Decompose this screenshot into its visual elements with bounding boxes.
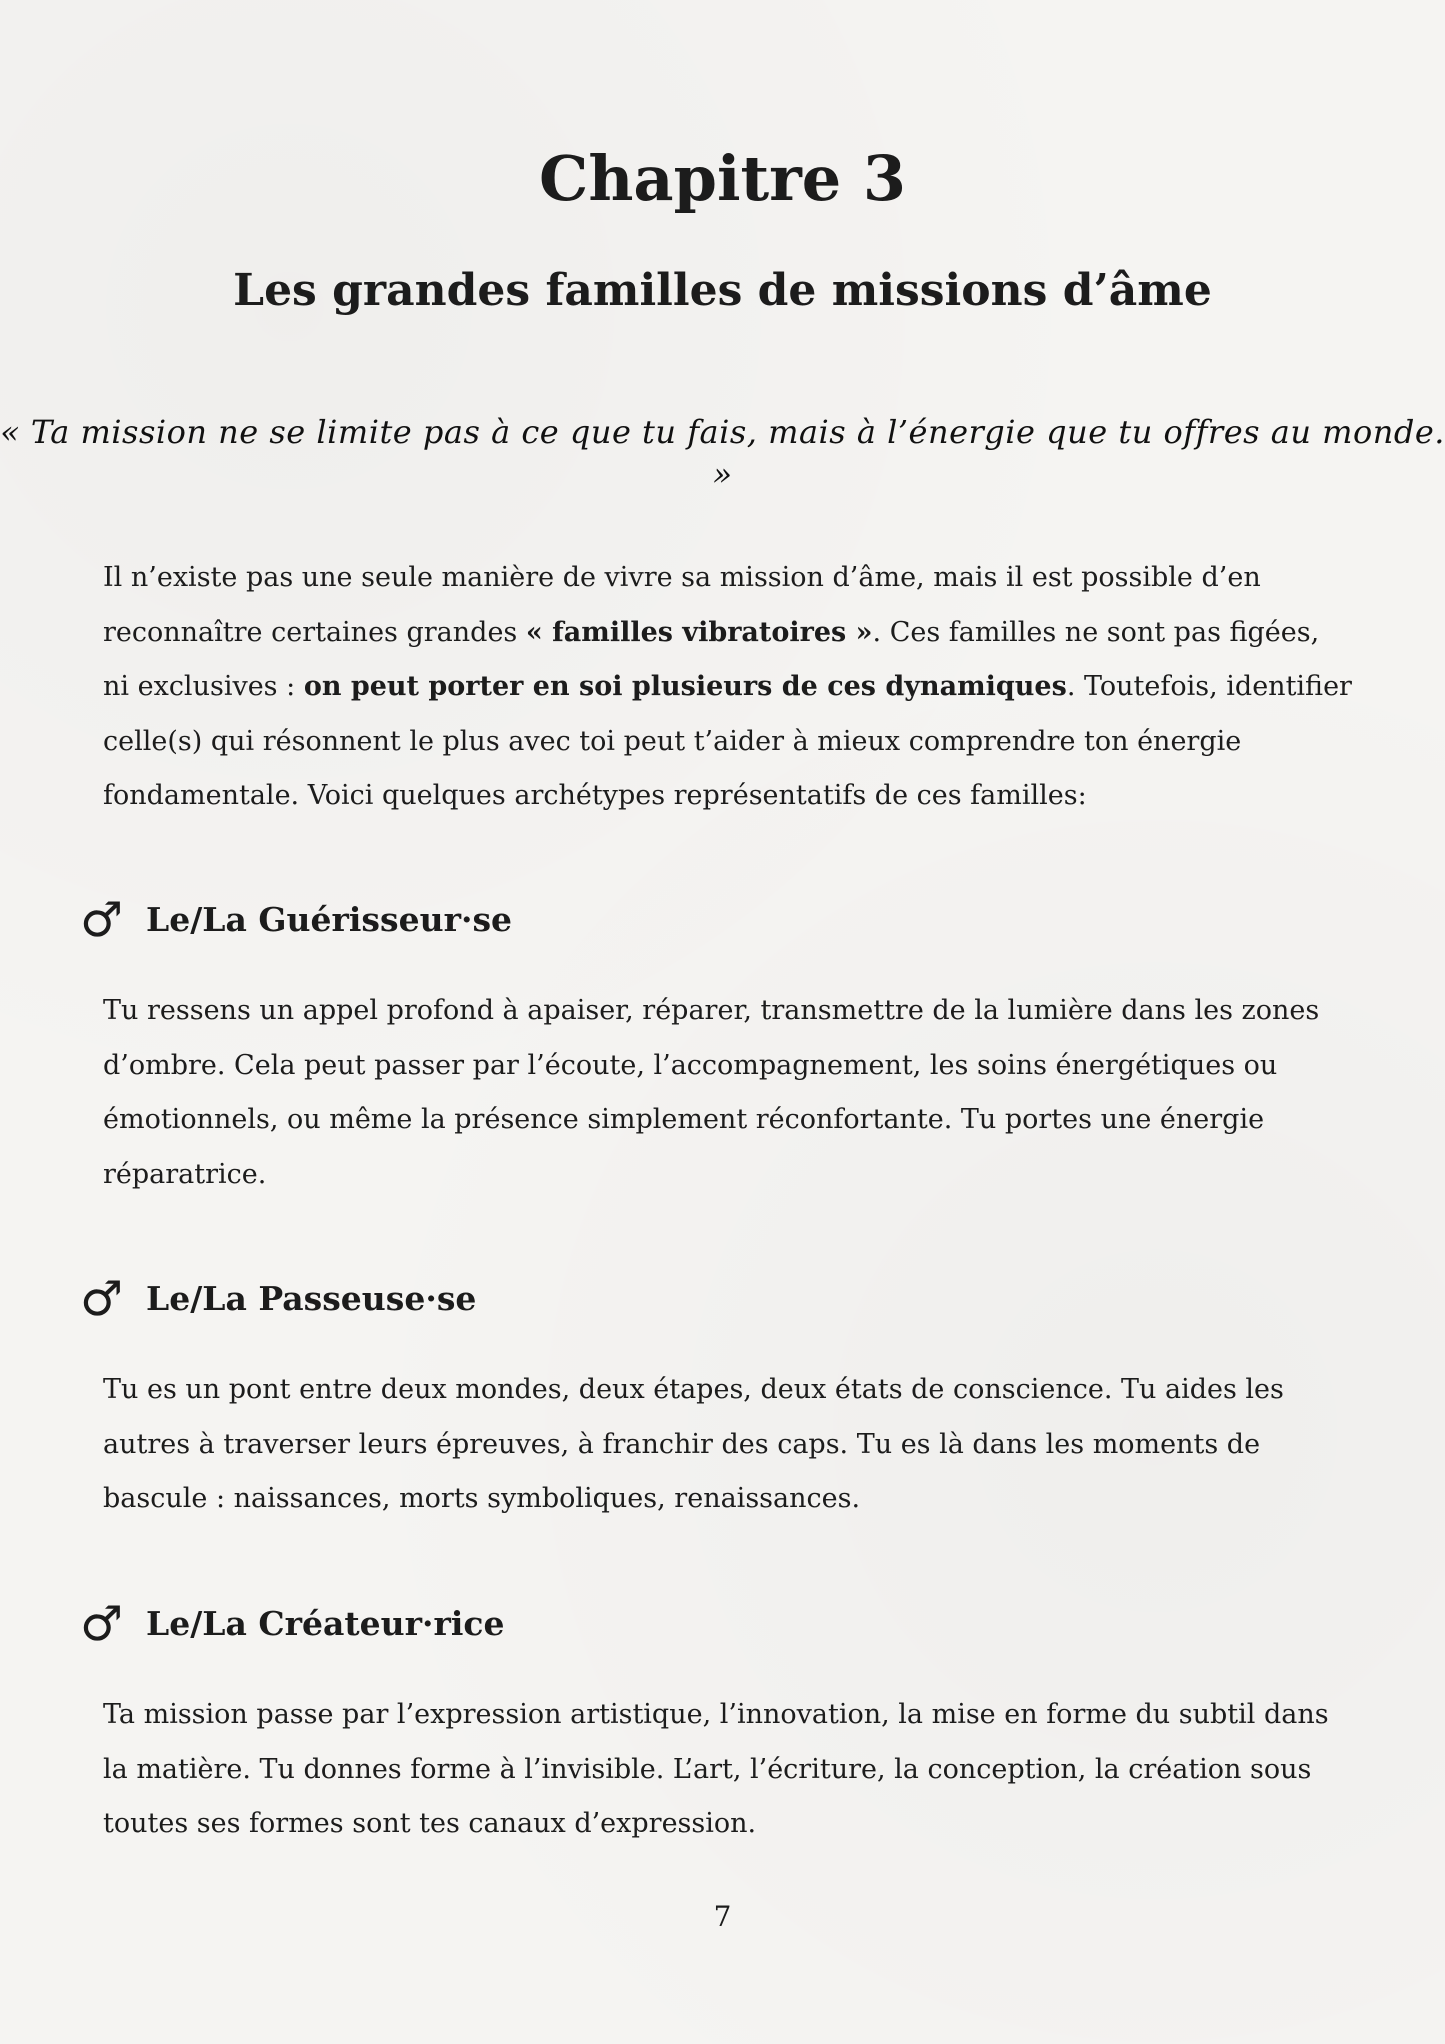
intro-paragraph	[103, 551, 1353, 824]
male-symbol-icon: ♂	[80, 1271, 124, 1327]
section-heading-guerisseur	[80, 892, 513, 948]
section-heading-createur	[80, 1596, 505, 1652]
section-heading-passeur	[80, 1271, 477, 1327]
section-paragraph-createur: Ta mission passe par l’expression artistique, l’innovation, la mise en forme du subtil dans la matière. Tu donnes forme à l’invisible. L’art, l’écriture, la conception, la création sous toutes ses formes sont tes canaux d’expression.	[103, 1699, 1329, 1839]
intro-text-3: . Toutefois, identifier celle(s) qui résonnent le plus avec toi peut t’aider à mieux comprendre ton énergie fondamentale. Voici quelques archétypes représentatifs de ces familles:	[103, 671, 1352, 811]
male-symbol-icon: ♂	[80, 1596, 124, 1652]
section-paragraph-passeur: Tu es un pont entre deux mondes, deux étapes, deux états de conscience. Tu aides les autres à traverser leurs épreuves, à franchir des caps. Tu es là dans les moments de bascule : naissances, morts symboliques, renaissances.	[103, 1374, 1284, 1514]
chapter-subtitle: Les grandes familles de missions d’âme	[233, 265, 1212, 316]
intro-bold-2: on peut porter en soi plusieurs de ces dynamiques	[303, 671, 1067, 702]
page-number: 7	[713, 1900, 732, 1933]
intro-text-1: Il n’existe pas une seule manière de vivre sa mission d’âme, mais il est possible d’en reconnaître certaines grandes	[103, 562, 1261, 648]
section-title: Le/La Créateur·rice	[146, 1604, 505, 1644]
intro-text-2: . Ces familles ne sont pas figées, ni exclusives :	[103, 616, 1320, 702]
chapter-title: Chapitre 3	[539, 142, 906, 215]
section-title: Le/La Guérisseur·se	[146, 900, 513, 940]
male-symbol-icon: ♂	[80, 892, 124, 948]
intro-bold-1: « familles vibratoires »	[525, 616, 873, 648]
epigraph-quote: « Ta mission ne se limite pas à ce que tu fais, mais à l’énergie que tu offres au monde. »	[0, 413, 1445, 493]
section-title: Le/La Passeuse·se	[146, 1279, 477, 1319]
section-paragraph-guerisseur: Tu ressens un appel profond à apaiser, réparer, transmettre de la lumière dans les zones d’ombre. Cela peut passer par l’écoute, l’accompagnement, les soins énergétiques ou émotionnels, ou même la présence simplement réconfortante. Tu portes une énergie réparatrice.	[103, 995, 1320, 1190]
